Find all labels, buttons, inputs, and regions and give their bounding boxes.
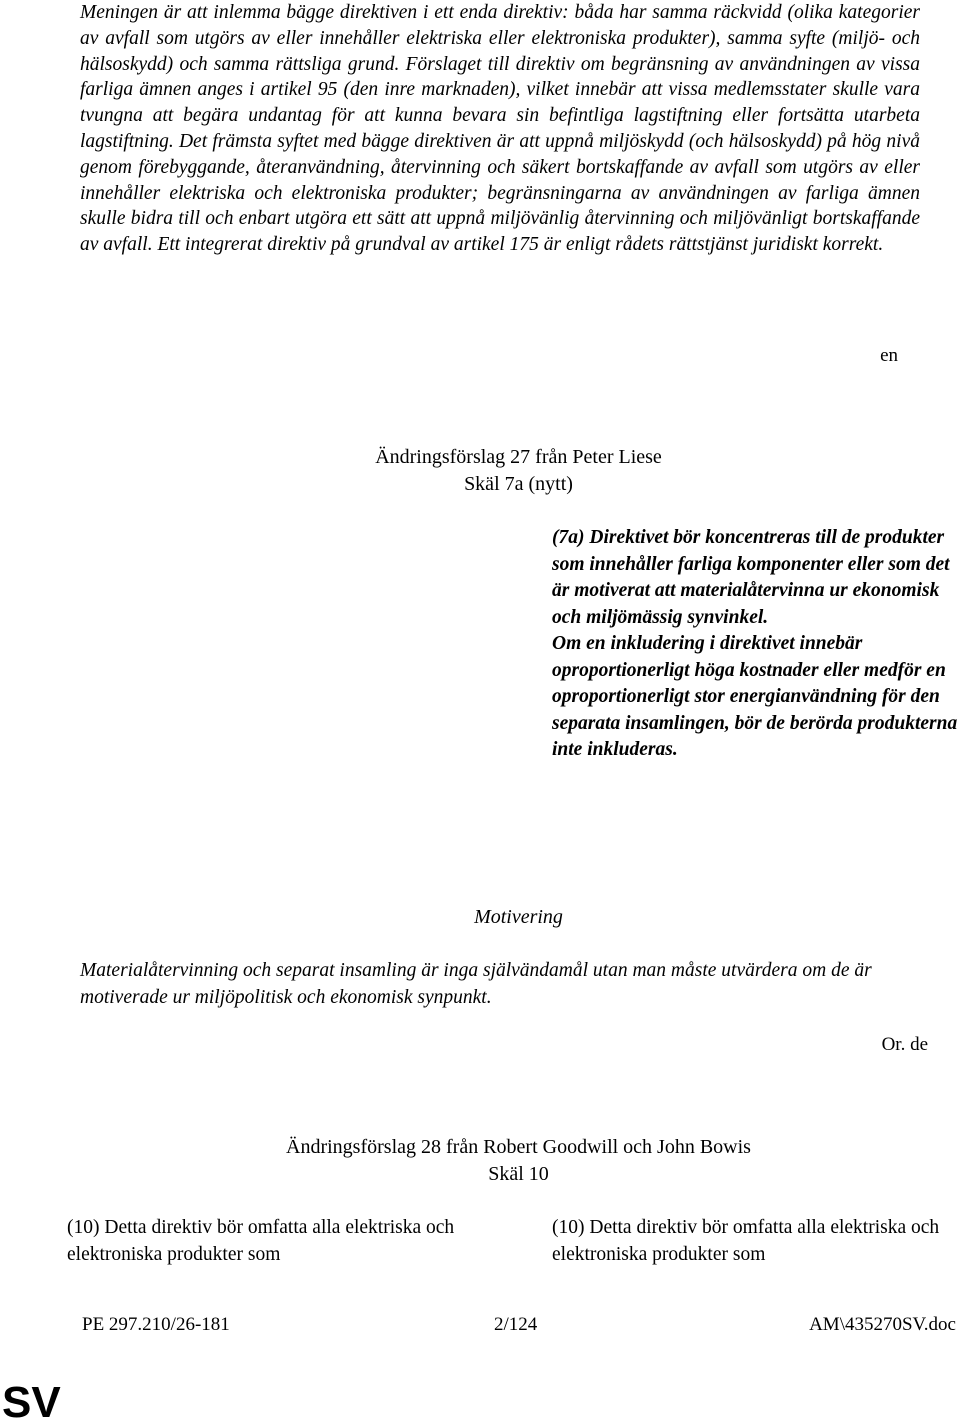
original-language-label: Or. de xyxy=(881,1034,928,1055)
amendment-28-amended-text: (10) Detta direktiv bör omfatta alla elektriska och elektroniska produkter som xyxy=(552,1217,940,1265)
justification-language-marker: en xyxy=(880,345,898,366)
footer-reference: PE 297.210/26-181 xyxy=(82,1314,230,1335)
justification-paragraph: Meningen är att inlemma bägge direktiven i ett enda direktiv: båda har samma räckvidd (olika kategorier av avfall som utgörs av eller innehåller elektriska eller elektroniska produkter), samma syfte (miljö- och hälsoskydd) och samma rättsliga grund. Förslaget till direktiv om begränsning av användningen av vissa farliga ämnen anges i artikel 95 (den inre marknaden), vilket innebär att vissa medlemsstater skulle vara tvungna att begära undantag för att kunna bevara sin befintliga lagstiftning eller fortsätta utarbeta lagstiftning. Det främsta syftet med bägge direktiven är att uppnå miljöskydd (och hälsoskydd) på hög nivå genom förebyggande, återanvändning, återvinning och säkert bortskaffande av avfall som utgörs av eller innehåller elektriska och elektroniska produkter; begränsningarna av användningen av farliga ämnen skulle bidra till och enbart utgöra ett sätt att uppnå miljövänlig återvinning och miljövänligt bortskaffande av avfall. Ett integrerat direktiv på grundval av artikel 175 är enligt rådets rättstjänst juridiskt korrekt. xyxy=(80,2,920,256)
motivering-heading: Motivering xyxy=(474,906,563,928)
footer-document-id: AM\435270SV.doc xyxy=(809,1314,956,1335)
amendment-27-paragraph-1: (7a) Direktivet bör koncentreras till de produkter som innehåller farliga komponenter eller som det är motiverat att materialåtervinna ur ekonomisk och miljömässig synvinkel. xyxy=(552,527,950,628)
amendment-28-commission-text: (10) Detta direktiv bör omfatta alla elektriska och elektroniska produkter som xyxy=(67,1217,455,1265)
footer-page-number: 2/124 xyxy=(494,1314,538,1335)
language-code: SV xyxy=(2,1378,61,1427)
amendment-28-title: Ändringsförslag 28 från Robert Goodwill och John Bowis xyxy=(286,1136,751,1158)
amendment-27-amended-text xyxy=(552,525,960,764)
motivering-text: Materialåtervinning och separat insamling är inga självändamål utan man måste utvärdera om de är motiverade ur miljöpolitisk och ekonomisk synpunkt. xyxy=(80,960,872,1008)
amendment-27-subtitle: Skäl 7a (nytt) xyxy=(464,473,573,495)
amendment-27-paragraph-2: Om en inkludering i direktivet innebär oproportionerligt höga kostnader eller medför en oproportionerligt stor energianvändning för den separata insamlingen, bör de berörda produkterna inte inkluderas. xyxy=(552,633,958,760)
amendment-27-title: Ändringsförslag 27 från Peter Liese xyxy=(375,446,662,468)
amendment-28-subtitle: Skäl 10 xyxy=(488,1163,549,1185)
